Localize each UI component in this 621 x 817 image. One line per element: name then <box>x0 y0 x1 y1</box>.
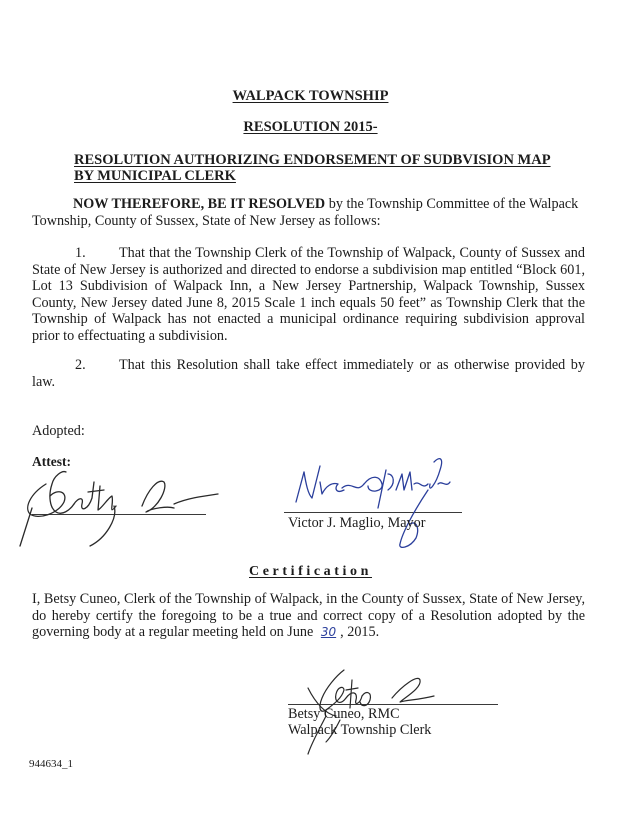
township-heading: WALPACK TOWNSHIP <box>232 88 389 104</box>
preamble-line-2: Township, County of Sussex, State of New Jersey as follows: <box>32 212 381 229</box>
item-text: That this Resolution shall take effect immediately or as otherwise provided by law. <box>32 357 585 390</box>
resolution-title-line-2: BY MUNICIPAL CLERK <box>74 168 236 184</box>
certification-text-before-date: I, Betsy Cuneo, Clerk of the Township of Walpack, in the County of Sussex, State of New Jersey, do hereby certify the foregoing to be a true and correct copy of a Resolution adopted by the governing body at a regular meeting held on June <box>32 591 585 640</box>
mayor-printed-name: Victor J. Maglio, Mayor <box>288 515 426 531</box>
clerk-title: Walpack Township Clerk <box>288 722 432 738</box>
resolution-title-line-1: RESOLUTION AUTHORIZING ENDORSEMENT OF SUDBVISION MAP <box>74 152 551 168</box>
attest-label: Attest: <box>32 454 71 469</box>
preamble-bold-lead: NOW THEREFORE, BE IT RESOLVED <box>73 196 326 212</box>
resolution-item-2 <box>32 357 585 390</box>
certification-handwritten-day: 30 <box>320 625 337 639</box>
resolution-item-1 <box>32 245 585 344</box>
resolution-number: RESOLUTION 2015- <box>243 119 378 135</box>
resolution-title <box>74 152 551 184</box>
certification-heading-wrap <box>0 562 621 580</box>
certification-text-after-date: , 2015. <box>340 624 380 640</box>
attest-signature <box>18 468 218 548</box>
preamble <box>32 196 585 229</box>
item-text: That that the Township Clerk of the Township of Walpack, County of Sussex and State of New Jersey is authorized and directed to endorse a subdivision map entitled “Block 601, Lot 13 Subdivision of Walpack Inn, a New Jersey Partnership, Walpack Township, Sussex County, New Jersey dated June 8, 2015 Scale 1 inch equals 50 feet” as Township Clerk that the Township of Walpack has not enacted a municipal ordinance requiring subdivision approval prior to effectuating a subdivision. <box>32 245 585 344</box>
preamble-text-1: by the Township Committee of the Walpack <box>325 196 579 212</box>
document-id: 944634_1 <box>29 758 73 770</box>
adopted-label: Adopted: <box>32 423 85 439</box>
item-number: 1. <box>75 245 86 261</box>
certification-heading: Certification <box>249 564 372 579</box>
certification-text <box>32 591 585 641</box>
item-number: 2. <box>75 357 86 373</box>
clerk-name: Betsy Cuneo, RMC <box>288 706 400 722</box>
preamble-line-1 <box>32 196 585 213</box>
